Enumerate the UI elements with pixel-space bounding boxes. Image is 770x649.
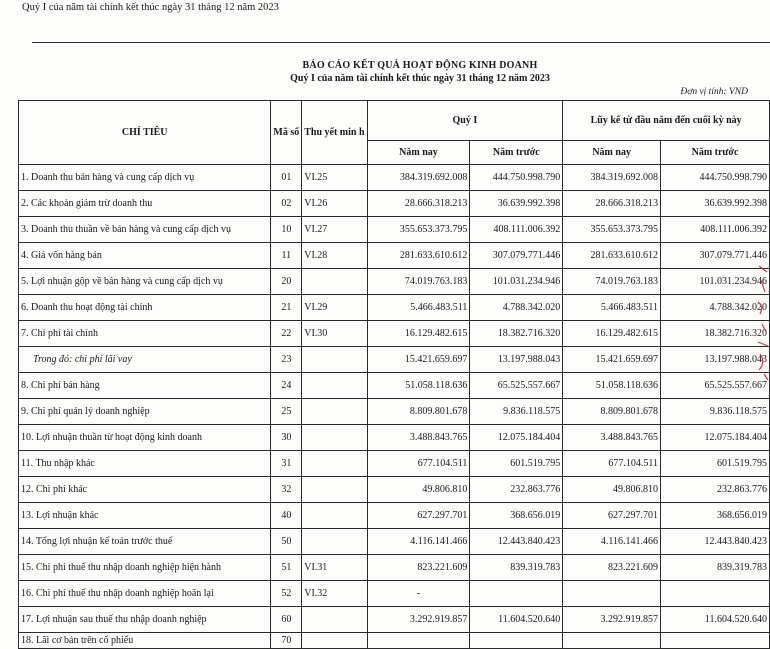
quarter-current-value: 355.653.373.795: [367, 217, 470, 243]
row-label: 15. Chi phí thuế thu nhập doanh nghiệp hiện hành: [19, 555, 271, 581]
ytd-previous-value: 444.750.998.790: [661, 165, 770, 191]
quarter-previous-value: 12.443.840.423: [470, 529, 563, 555]
row-code: 25: [271, 399, 302, 425]
ytd-current-value: 8.809.801.678: [563, 399, 661, 425]
table-row: [19, 425, 770, 451]
quarter-previous-value: 11.604.520.640: [470, 607, 563, 633]
ytd-previous-value: 368.656.019: [661, 503, 770, 529]
header-ytd-previous: Năm trước: [661, 141, 770, 165]
row-label: 18. Lãi cơ bản trên cổ phiếu: [19, 633, 271, 649]
row-note: VI.29: [302, 295, 367, 321]
income-statement-table: [18, 100, 770, 649]
ytd-current-value: [563, 633, 661, 649]
ytd-current-value: 28.666.318.213: [563, 191, 661, 217]
quarter-current-value: -: [367, 581, 470, 607]
quarter-previous-value: 444.750.998.790: [470, 165, 563, 191]
header-ma-so: Mã số: [271, 101, 302, 165]
row-code: 52: [271, 581, 302, 607]
table-row: [19, 581, 770, 607]
row-note: [302, 633, 367, 649]
row-note: [302, 451, 367, 477]
row-note: [302, 347, 367, 373]
row-code: 30: [271, 425, 302, 451]
table-row: [19, 243, 770, 269]
quarter-current-value: 16.129.482.615: [367, 321, 470, 347]
row-code: 31: [271, 451, 302, 477]
table-row: [19, 373, 770, 399]
quarter-previous-value: 101.031.234.946: [470, 269, 563, 295]
row-code: 10: [271, 217, 302, 243]
table-row: [19, 269, 770, 295]
table-row: [19, 503, 770, 529]
header-group-quarter: Quý I: [367, 101, 563, 141]
quarter-current-value: 823.221.609: [367, 555, 470, 581]
row-label: 16. Chi phí thuế thu nhập doanh nghiệp hoãn lại: [19, 581, 271, 607]
currency-unit: Đơn vị tính: VND: [680, 87, 748, 97]
table-row: [19, 529, 770, 555]
ytd-previous-value: 12.075.184.404: [661, 425, 770, 451]
row-note: [302, 477, 367, 503]
ytd-previous-value: 13.197.988.043: [661, 347, 770, 373]
quarter-previous-value: 36.639.992.398: [470, 191, 563, 217]
table-row: [19, 347, 770, 373]
report-title: BÁO CÁO KẾT QUẢ HOẠT ĐỘNG KINH DOANH: [302, 60, 538, 71]
ytd-current-value: 16.129.482.615: [563, 321, 661, 347]
row-note: [302, 399, 367, 425]
quarter-previous-value: 232.863.776: [470, 477, 563, 503]
ytd-previous-value: 408.111.006.392: [661, 217, 770, 243]
quarter-previous-value: 9.836.118.575: [470, 399, 563, 425]
row-code: 11: [271, 243, 302, 269]
table-row: [19, 165, 770, 191]
row-note: VI.30: [302, 321, 367, 347]
row-note: VI.27: [302, 217, 367, 243]
ytd-previous-value: 36.639.992.398: [661, 191, 770, 217]
ytd-current-value: 74.019.763.183: [563, 269, 661, 295]
ytd-previous-value: 4.788.342.020: [661, 295, 770, 321]
row-label: 6. Doanh thu hoạt động tài chính: [19, 295, 271, 321]
quarter-current-value: 627.297.701: [367, 503, 470, 529]
table-row: [19, 191, 770, 217]
quarter-current-value: 74.019.763.183: [367, 269, 470, 295]
row-label: 4. Giá vốn hàng bán: [19, 243, 271, 269]
row-code: 21: [271, 295, 302, 321]
ytd-previous-value: 232.863.776: [661, 477, 770, 503]
quarter-previous-value: 4.788.342.020: [470, 295, 563, 321]
quarter-previous-value: 65.525.557.667: [470, 373, 563, 399]
ytd-current-value: 823.221.609: [563, 555, 661, 581]
quarter-previous-value: 839.319.783: [470, 555, 563, 581]
quarter-previous-value: 12.075.184.404: [470, 425, 563, 451]
row-code: 51: [271, 555, 302, 581]
row-label: 2. Các khoản giảm trừ doanh thu: [19, 191, 271, 217]
ytd-previous-value: 839.319.783: [661, 555, 770, 581]
ytd-current-value: 627.297.701: [563, 503, 661, 529]
row-code: 50: [271, 529, 302, 555]
table-row: [19, 555, 770, 581]
header-ytd-current: Năm nay: [563, 141, 661, 165]
quarter-current-value: 51.058.118.636: [367, 373, 470, 399]
quarter-current-value: 8.809.801.678: [367, 399, 470, 425]
quarter-previous-value: [470, 633, 563, 649]
row-label: 17. Lợi nhuận sau thuế thu nhập doanh nghiệp: [19, 607, 271, 633]
quarter-previous-value: 13.197.988.043: [470, 347, 563, 373]
table-row: [19, 633, 770, 649]
table-row: [19, 321, 770, 347]
ytd-previous-value: 9.836.118.575: [661, 399, 770, 425]
row-code: 32: [271, 477, 302, 503]
row-note: VI.32: [302, 581, 367, 607]
quarter-previous-value: 601.519.795: [470, 451, 563, 477]
table-row: [19, 217, 770, 243]
row-label: 9. Chi phí quản lý doanh nghiệp: [19, 399, 271, 425]
ytd-previous-value: 18.382.716.320: [661, 321, 770, 347]
quarter-previous-value: [470, 581, 563, 607]
header-group-ytd: Lũy kế từ đầu năm đến cuối kỳ này: [563, 101, 770, 141]
header-thuyet-minh: Thu yết min h: [302, 101, 367, 165]
quarter-previous-value: 18.382.716.320: [470, 321, 563, 347]
ytd-current-value: 355.653.373.795: [563, 217, 661, 243]
ytd-previous-value: [661, 633, 770, 649]
quarter-previous-value: 307.079.771.446: [470, 243, 563, 269]
row-note: VI.25: [302, 165, 367, 191]
ytd-current-value: 5.466.483.511: [563, 295, 661, 321]
row-label: 13. Lợi nhuận khác: [19, 503, 271, 529]
ytd-current-value: 49.806.810: [563, 477, 661, 503]
header-chi-tieu: CHỈ TIÊU: [19, 101, 271, 165]
row-code: 70: [271, 633, 302, 649]
row-code: 40: [271, 503, 302, 529]
page-header: Quý I của năm tài chính kết thúc ngày 31 tháng 12 năm 2023: [22, 2, 279, 13]
row-label: 7. Chi phí tài chính: [19, 321, 271, 347]
row-note: VI.28: [302, 243, 367, 269]
table-row: [19, 399, 770, 425]
quarter-current-value: 677.104.511: [367, 451, 470, 477]
ytd-previous-value: 601.519.795: [661, 451, 770, 477]
ytd-current-value: 4.116.141.466: [563, 529, 661, 555]
row-note: [302, 425, 367, 451]
row-code: 22: [271, 321, 302, 347]
row-note: [302, 373, 367, 399]
row-code: 01: [271, 165, 302, 191]
ytd-current-value: 3.292.919.857: [563, 607, 661, 633]
quarter-current-value: 28.666.318.213: [367, 191, 470, 217]
ytd-previous-value: 11.604.520.640: [661, 607, 770, 633]
row-label: 3. Doanh thu thuần về bán hàng và cung cấp dịch vụ: [19, 217, 271, 243]
row-label: 1. Doanh thu bán hàng và cung cấp dịch vụ: [19, 165, 271, 191]
ytd-current-value: [563, 581, 661, 607]
row-label: 5. Lợi nhuận gộp về bán hàng và cung cấp dịch vụ: [19, 269, 271, 295]
ytd-previous-value: [661, 581, 770, 607]
quarter-current-value: 5.466.483.511: [367, 295, 470, 321]
ytd-current-value: 15.421.659.697: [563, 347, 661, 373]
header-divider: [32, 42, 770, 43]
row-code: 02: [271, 191, 302, 217]
quarter-current-value: 4.116.141.466: [367, 529, 470, 555]
quarter-current-value: 3.488.843.765: [367, 425, 470, 451]
row-label: 8. Chi phí bán hàng: [19, 373, 271, 399]
table-row: [19, 607, 770, 633]
row-code: 23: [271, 347, 302, 373]
row-code: 20: [271, 269, 302, 295]
ytd-current-value: 3.488.843.765: [563, 425, 661, 451]
ytd-previous-value: 65.525.557.667: [661, 373, 770, 399]
ytd-current-value: 384.319.692.008: [563, 165, 661, 191]
row-note: [302, 269, 367, 295]
table-row: [19, 451, 770, 477]
row-label: 12. Chi phí khác: [19, 477, 271, 503]
header-quarter-previous: Năm trước: [470, 141, 563, 165]
ytd-current-value: 281.633.610.612: [563, 243, 661, 269]
quarter-current-value: 281.633.610.612: [367, 243, 470, 269]
quarter-current-value: 49.806.810: [367, 477, 470, 503]
ytd-previous-value: 101.031.234.946: [661, 269, 770, 295]
quarter-previous-value: 368.656.019: [470, 503, 563, 529]
row-note: [302, 607, 367, 633]
handwritten-signature-mark: [756, 262, 770, 382]
row-note: [302, 529, 367, 555]
row-note: VI.31: [302, 555, 367, 581]
row-label: Trong đó: chi phí lãi vay: [19, 347, 271, 373]
ytd-current-value: 51.058.118.636: [563, 373, 661, 399]
row-label: 10. Lợi nhuận thuần từ hoạt động kinh doanh: [19, 425, 271, 451]
ytd-previous-value: 12.443.840.423: [661, 529, 770, 555]
quarter-current-value: 15.421.659.697: [367, 347, 470, 373]
ytd-current-value: 677.104.511: [563, 451, 661, 477]
header-quarter-current: Năm nay: [367, 141, 470, 165]
report-subtitle: Quý I của năm tài chính kết thúc ngày 31 tháng 12 năm 2023: [290, 73, 550, 84]
quarter-previous-value: 408.111.006.392: [470, 217, 563, 243]
row-label: 14. Tổng lợi nhuận kế toán trước thuế: [19, 529, 271, 555]
row-note: VI.26: [302, 191, 367, 217]
row-code: 60: [271, 607, 302, 633]
row-note: [302, 503, 367, 529]
row-code: 24: [271, 373, 302, 399]
quarter-current-value: 3.292.919.857: [367, 607, 470, 633]
quarter-current-value: [367, 633, 470, 649]
quarter-current-value: 384.319.692.008: [367, 165, 470, 191]
table-row: [19, 477, 770, 503]
row-label: 11. Thu nhập khác: [19, 451, 271, 477]
table-row: [19, 295, 770, 321]
ytd-previous-value: 307.079.771.446: [661, 243, 770, 269]
